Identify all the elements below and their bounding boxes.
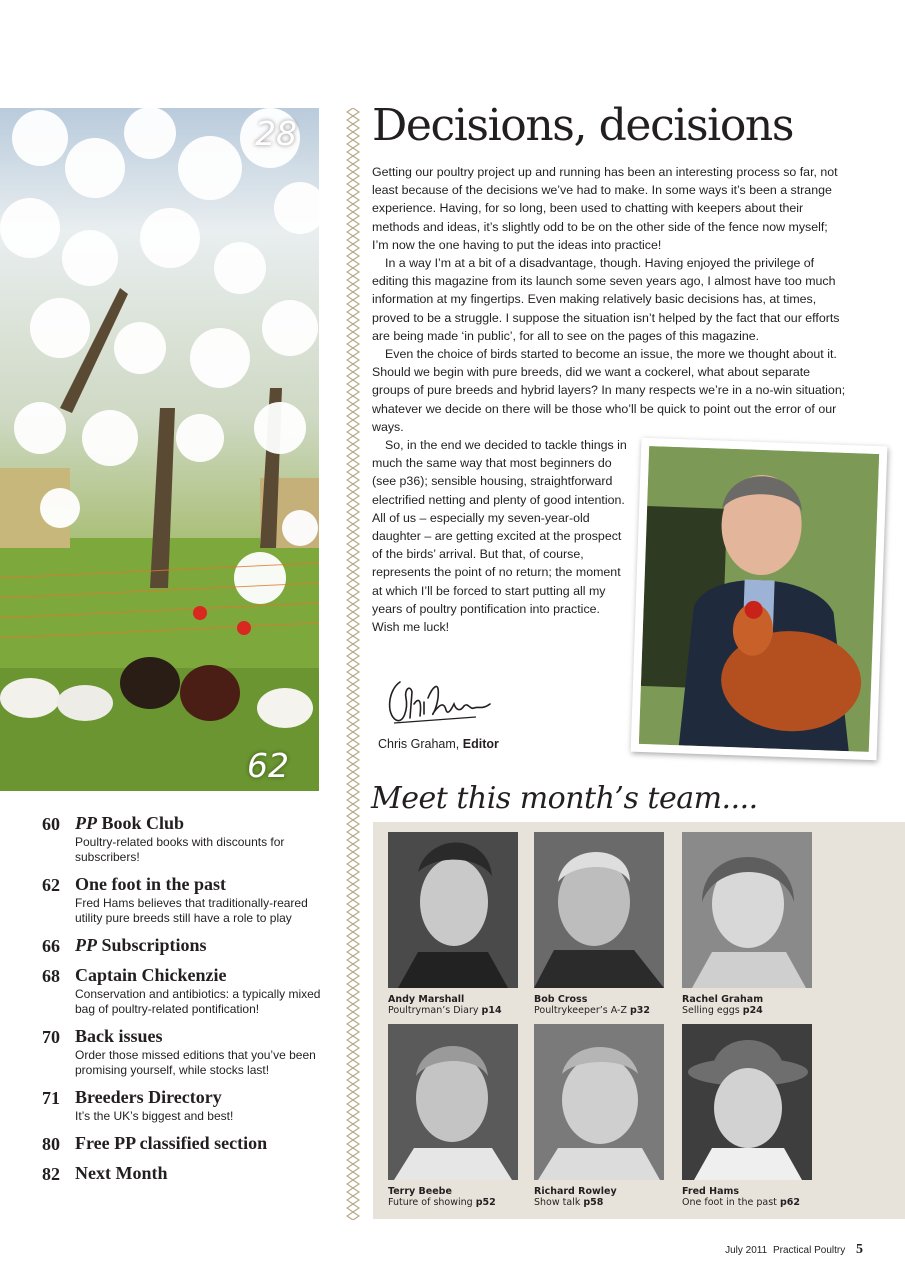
member-name: Andy Marshall xyxy=(388,994,465,1005)
page-ref-bottom: 62 xyxy=(247,746,289,785)
team-member xyxy=(388,832,520,1016)
member-name: Richard Rowley xyxy=(534,1186,617,1197)
member-role: Poultrykeeper’s A-Z p32 xyxy=(534,1005,651,1016)
article-paragraph: Even the choice of birds started to become an issue, the more we thought about it. Should we begin with pure breeds, did we want a cockerel, what about separate groups of pure breeds and hybrid layers? In many respects we’re in a no-win situation; whatever we decide on there will be those who’ll be quick to point out the error of our ways. xyxy=(372,347,846,434)
entry-page: 60 xyxy=(42,814,60,834)
entry-description: Order those missed editions that you’ve been promising yourself, while stocks last! xyxy=(75,1048,316,1077)
article-headline: Decisions, decisions xyxy=(372,100,794,151)
article-byline xyxy=(378,737,499,751)
entry-description: It’s the UK’s biggest and best! xyxy=(75,1109,234,1123)
member-name: Bob Cross xyxy=(534,994,588,1005)
blossom-chickens-photo xyxy=(0,108,319,791)
zigzag-divider xyxy=(346,108,360,1220)
member-role: One foot in the past p62 xyxy=(682,1197,800,1208)
footer-page-number: 5 xyxy=(856,1242,863,1257)
editor-illustration xyxy=(639,446,879,752)
contents-entry[interactable] xyxy=(42,1162,332,1184)
team-heading: Meet this month’s team.... xyxy=(371,781,758,816)
contents-entry[interactable] xyxy=(42,1025,332,1078)
entry-page: 82 xyxy=(42,1164,60,1184)
entry-title: Captain Chickenzie xyxy=(75,965,227,985)
contents-list xyxy=(42,812,332,1192)
team-member xyxy=(534,1024,666,1208)
member-photo xyxy=(534,1024,664,1180)
member-photo xyxy=(388,1024,518,1180)
member-photo xyxy=(682,1024,812,1180)
contents-entry[interactable] xyxy=(42,1086,332,1124)
editor-photo xyxy=(631,438,888,760)
entry-title: PP Subscriptions xyxy=(75,935,207,955)
entry-description: Poultry-related books with discounts for subscribers! xyxy=(75,835,285,864)
editor-signature xyxy=(384,668,504,728)
entry-title: Breeders Directory xyxy=(75,1087,222,1107)
team-panel xyxy=(373,822,905,1219)
member-photo xyxy=(388,832,518,988)
article-paragraph: Getting our poultry project up and running has been an interesting process so far, not least because of the decisions we’ve had to make. In some ways it’s been a strange experience. Having, for so long, been used to chatting with keepers about their methods and ideas, it’s slightly odd to be on the other side of the fence now myself; I’m now the one having to put the ideas into practice! xyxy=(372,165,838,252)
member-role: Selling eggs p24 xyxy=(682,1005,763,1016)
member-name: Terry Beebe xyxy=(388,1186,452,1197)
entry-title: PP Book Club xyxy=(75,813,185,833)
article-paragraph: In a way I’m at a bit of a disadvantage, though. Having enjoyed the privilege of editing this magazine from its launch some seven years ago, I almost have too much information at my fingertips. Even making relatively basic decisions has, at times, proved to be a struggle. I suppose the situation isn’t helped by the fact that our efforts are being made ‘in public’, for all to see on the pages of this magazine. xyxy=(372,256,840,343)
entry-description: Fred Hams believes that traditionally-reared utility pure breeds still have a role to play xyxy=(75,896,308,925)
team-member xyxy=(682,832,814,1016)
footer-date: July 2011 xyxy=(725,1245,768,1256)
member-role: Poultryman’s Diary p14 xyxy=(388,1005,502,1016)
page-ref-top: 28 xyxy=(255,114,297,153)
page-footer xyxy=(725,1242,863,1258)
contents-entry[interactable] xyxy=(42,964,332,1017)
entry-title: Next Month xyxy=(75,1163,168,1183)
member-photo xyxy=(534,832,664,988)
member-role: Show talk p58 xyxy=(534,1197,604,1208)
entry-page: 80 xyxy=(42,1134,60,1154)
entry-description: Conservation and antibiotics: a typically mixed bag of poultry-related pontification! xyxy=(75,987,321,1016)
team-member xyxy=(388,1024,520,1208)
member-name: Rachel Graham xyxy=(682,994,764,1005)
footer-magazine: Practical Poultry xyxy=(772,1245,846,1256)
entry-page: 70 xyxy=(42,1027,60,1047)
entry-title: One foot in the past xyxy=(75,874,227,894)
entry-page: 68 xyxy=(42,966,60,986)
contents-entry[interactable] xyxy=(42,812,332,865)
contents-entry[interactable] xyxy=(42,934,332,956)
entry-page: 71 xyxy=(42,1088,60,1108)
byline-role: Editor xyxy=(462,737,499,751)
entry-title: Free PP classified section xyxy=(75,1133,268,1153)
entry-title: Back issues xyxy=(75,1026,163,1046)
entry-page: 62 xyxy=(42,875,60,895)
contents-entry[interactable] xyxy=(42,873,332,926)
blossom-illustration xyxy=(0,108,319,791)
entry-page: 66 xyxy=(42,936,60,956)
contents-entry[interactable] xyxy=(42,1132,332,1154)
byline-name: Chris Graham, xyxy=(378,737,460,751)
member-name: Fred Hams xyxy=(682,1186,740,1197)
member-role: Future of showing p52 xyxy=(388,1197,496,1208)
member-photo xyxy=(682,832,812,988)
team-member xyxy=(682,1024,814,1208)
team-member xyxy=(534,832,666,1016)
article-paragraph: So, in the end we decided to tackle things in much the same way that most beginners do (see p36); sensible housing, straightforward electrified netting and plenty of good intention. All of us – especially my seven-year-old daughter – are getting excited at the prospect of the birds’ arrival. But that, of course, represents the point of no return; the moment at which I’ll be forced to start putting all my years of poultry pontification into practice. Wish me luck! xyxy=(372,438,627,635)
